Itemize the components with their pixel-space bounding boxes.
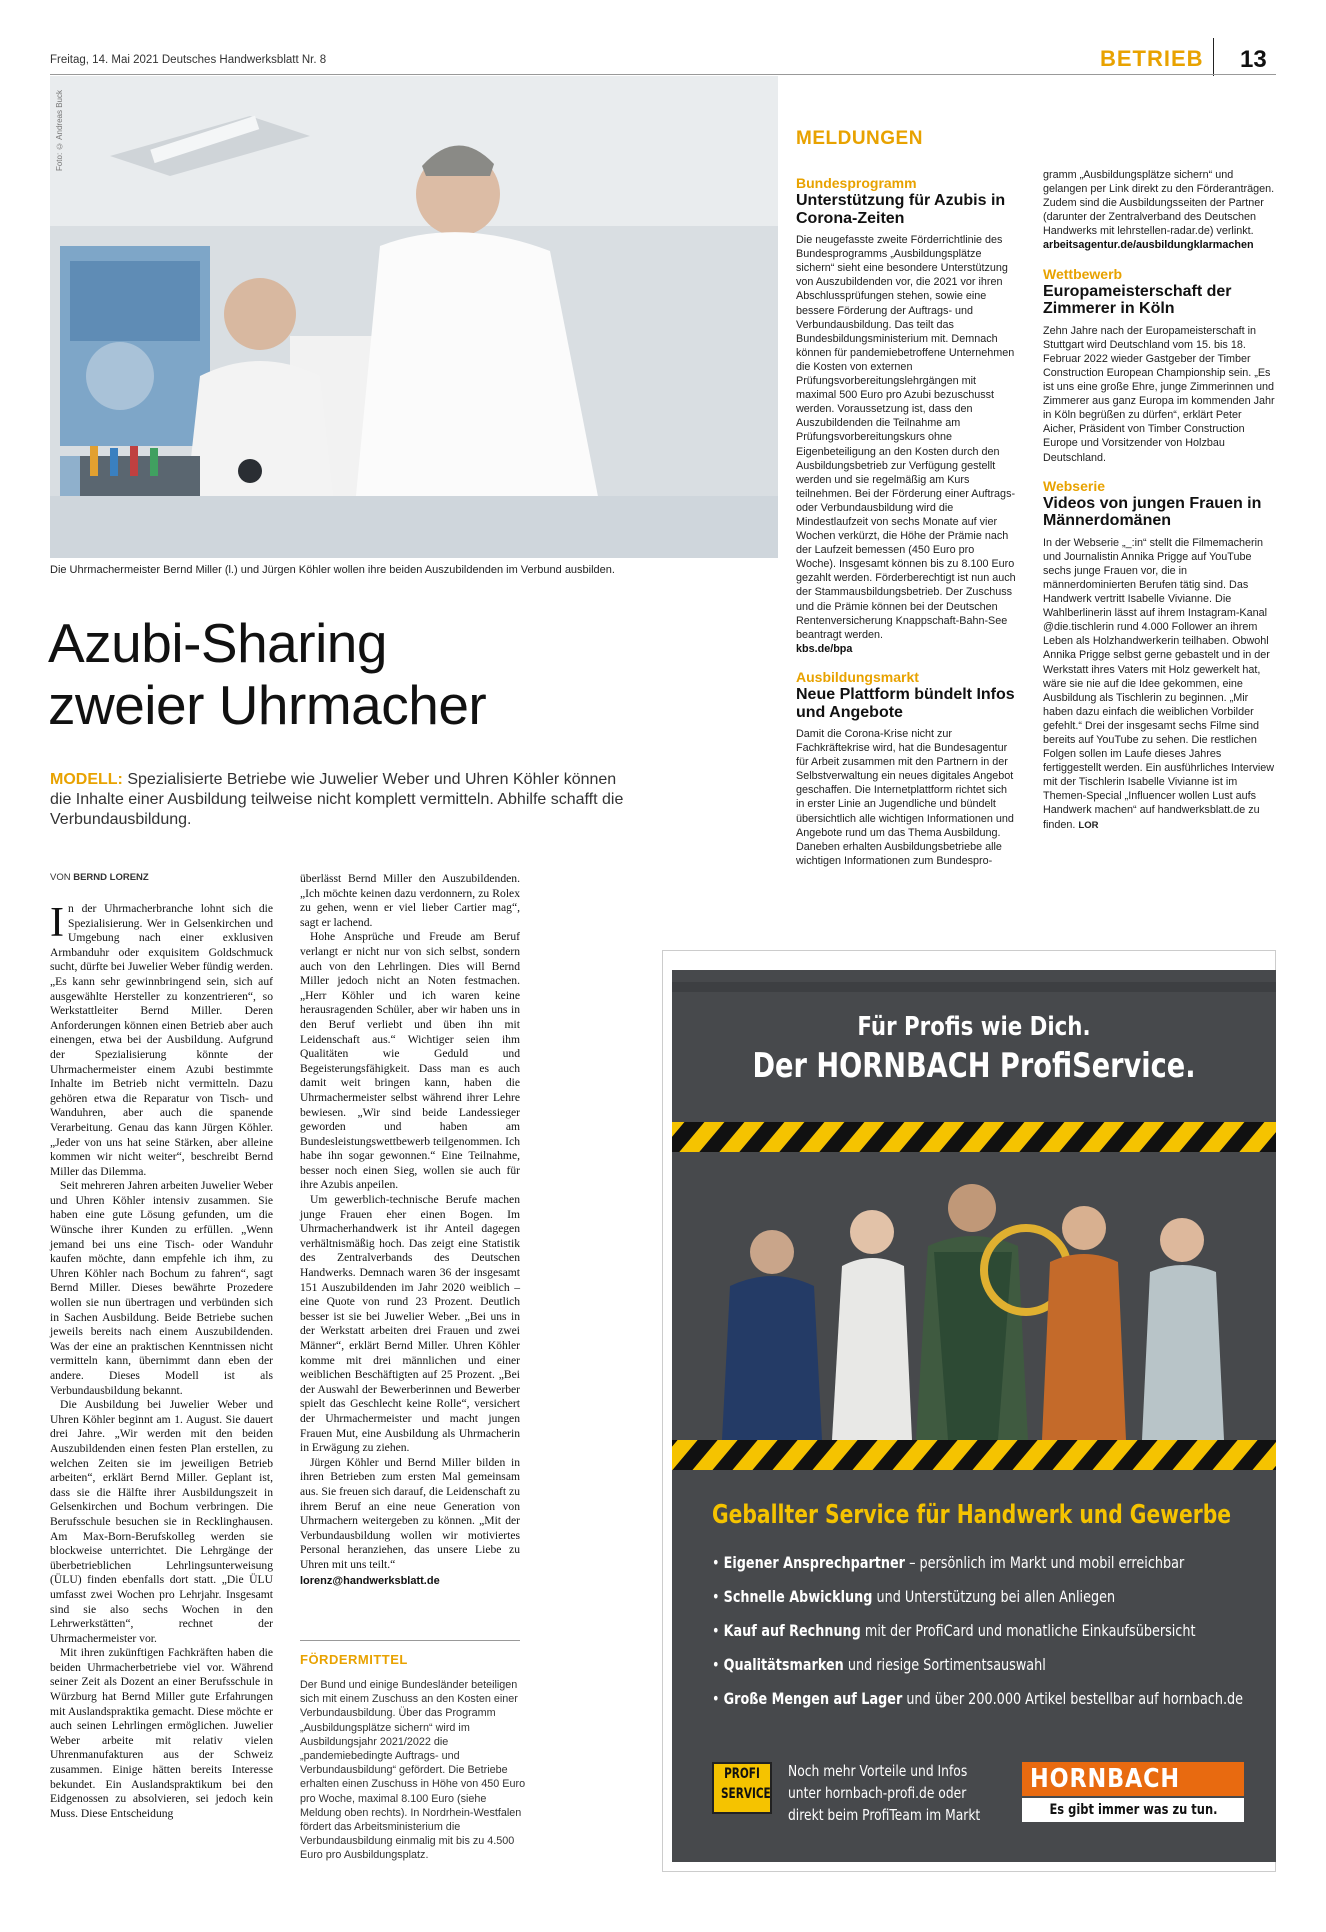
meldungen-column-1	[796, 176, 1016, 868]
photo-caption: Die Uhrmachermeister Bernd Miller (l.) und Jürgen Köhler wollen ihre beiden Auszubildenden im Verbund ausbilden.	[50, 564, 615, 576]
foerdermittel-title: FÖRDERMITTEL	[300, 1652, 408, 1667]
page-number: 13	[1240, 46, 1267, 73]
dateline: Freitag, 14. Mai 2021 Deutsches Handwerksblatt Nr. 8	[50, 54, 327, 66]
item-label: Ausbildungsmarkt	[796, 668, 919, 685]
item-text: gramm „Ausbildungsplätze sichern“ und gelangen per Link direkt zu den Förderanträgen. Zudem sind die Ausbildungsseiten der Partner (darunter der Zentralverband des Deutschen Handwerks mit lehrstellen-radar.de) verlinkt.	[1043, 169, 1275, 238]
item-headline: Unterstützung für Azubis in Corona-Zeiten	[796, 192, 1006, 227]
ad-bullet: • Qualitätsmarken und riesige Sortimentsauswahl	[712, 1655, 1046, 1674]
byline	[50, 872, 149, 883]
item-label: Bundesprogramm	[796, 175, 917, 191]
hornbach-slogan: Es gibt immer was zu tun.	[1022, 1798, 1244, 1822]
item-text: Zehn Jahre nach der Europameisterschaft in Stuttgart wird Deutschland vom 15. bis 18. Februar 2022 wieder Gastgeber der Timber Construction European Championship sein. „Es ist uns eine große Ehre, junge Zimmerinnen und Zimmerer aus ganz Europa im kommenden Jahr in Köln begrüßen zu dürfen“, erklärt Peter Aicher, Präsident von Timber Construction Europe und Vorsitzender von Holzbau Deutschland.	[1043, 324, 1275, 464]
headline-line-1: Azubi-Sharing	[48, 612, 387, 674]
paragraph: überlässt Bernd Miller den Auszubildenden. „Ich möchte keinen dazu verdonnern, zu Rolex zu gehen, wenn er viel lieber Cartier mag“, sagt er lachend.	[300, 872, 520, 929]
profi-service-badge: PROFI SERVICE	[712, 1762, 772, 1814]
ad-bullet: • Schnelle Abwicklung und Unterstützung bei allen Anliegen	[712, 1587, 1116, 1606]
item-link[interactable]: kbs.de/bpa	[796, 642, 853, 655]
headline-line-2: zweier Uhrmacher	[48, 674, 487, 736]
paragraph: Mit ihren zukünftigen Fachkräften haben die beiden Uhrmacherbetriebe viel vor. Während seiner Zeit als Dozent an einer Berufsschule in Würzburg hat Bernd Miller gute Erfahrungen mit Auslandspraktika gemacht. Diese möchte er auch seinen Lehrlingen ermöglichen. Juwelier Weber arbeite mit relativ vielen Uhrenmanufakturen aus der Schweiz zusammen. Einige hätten bereits Interesse bekundet. Ein Auslandspraktikum bei den Eidgenossen zu absolvieren, sei jedoch kein Muss. Diese Entscheidung	[50, 1646, 273, 1820]
paragraph: Um gewerblich-technische Berufe machen junge Frauen eher einen Bogen. Im Uhrmacherhandwerk ist ihr Anteil dagegen verhältnismäßig hoch. Das zeigt eine Statistik des Zentralverbands des Deutschen Handwerks. Demnach waren 36 der insgesamt 151 Auszubildenden im Jahr 2020 weiblich – eine Quote von rund 23 Prozent. Deutlich besser ist sie bei Juwelier Weber. „Bei uns in der Werkstatt arbeiten drei Frauen und zwei Männer“, erklärt Bernd Miller. Uhren Köhler komme mit drei männlichen und einer weiblichen Beschäftigten auf 25 Prozent. „Bei der Auswahl der Bewerberinnen und Bewerber spielt das Geschlecht keine Rolle“, versichert der Uhrmachermeister und macht jungen Frauen Mut, eine Ausbildung als Uhrmacherin in Erwägung zu ziehen.	[300, 1193, 520, 1455]
item-headline: Neue Plattform bündelt Infos und Angebote	[796, 686, 1015, 721]
article-column-1	[50, 902, 273, 1821]
item-link[interactable]: arbeitsagentur.de/ausbildungklarmachen	[1043, 239, 1254, 252]
meldungen-title: MELDUNGEN	[796, 128, 923, 149]
article-column-2	[300, 872, 520, 1588]
item-text: In der Webserie „_:in“ stellt die Filmemacherin und Journalistin Annika Prigge auf YouTube sechs junge Frauen vor, die in männerdominierten Berufen tätig sind. Das Handwerk vertritt Isabelle Vivianne. Die Wahlberlinerin lässt auf ihrem Instagram-Kanal @die.tischlerin rund 4.000 Follower an ihrem Leben als Holzhandwerkerin teilhaben. Obwohl Annika Prigge selbst gerne gebastelt und in der Werkstatt ihres Vaters mit Holz gewerkelt hat, wäre sie nie auf die Idee gekommen, eine Ausbildung als Tischlerin zu beginnen. „Mir haben dazu einfach die weiblichen Vorbilder gefehlt.“ Drei der insgesamt sechs Filme sind bereits auf YouTube zu sehen. Die restlichen Folgen sollen im Laufe dieses Jahres fertiggestellt werden. Ein ausführliches Interview mit der Tischlerin Isabelle Vivianne ist im Themen-Special „Influencer wollen Lust aufs Handwerk machen“ auf handwerksblatt.de zu finden. LOR	[1043, 536, 1275, 831]
item-headline: Europameisterschaft der Zimmerer in Köln	[1043, 282, 1232, 318]
paragraph: Hohe Ansprüche und Freude am Beruf verlangt er nicht nur von sich selbst, sondern auch von den Lehrlingen. Dies will Bernd Miller jedoch nicht an Noten festmachen. „Herr Köhler und ich waren keine herausragenden Schüler, aber wir haben uns in den Beruf verliebt und üben ihn mit Leidenschaft aus.“ Wichtiger seien ihm Qualitäten wie Geduld und Begeisterungsfähigkeit. Dass man es auch damit weit bringen kann, haben die Uhrmachermeister selbst während ihrer Lehre bewiesen. „Wir sind beide Landessieger geworden und haben am Bundesleistungswettbewerb teilgenommen. Ich habe ihn sogar gewonnen.“ Eine Teilnahme, besser noch einen Sieg, wollen sie auch für ihre Azubis anpeilen.	[300, 930, 520, 1192]
article-headline	[48, 612, 486, 736]
item-signature: LOR	[1078, 819, 1099, 831]
hornbach-advertisement[interactable]	[672, 970, 1276, 1862]
paragraph: Seit mehreren Jahren arbeiten Juwelier Weber und Uhren Köhler intensiv zusammen. Sie haben eine gute Lösung gefunden, um die Wünsche ihrer Kunden zu erfüllen. „Wenn jemand bei uns eine Tisch- oder Wanduhr kaufen möchte, dann empfehle ich ihm, zu Uhren Köhler nach Bochum zu fahren“, sagt Bernd Miller. Dieses bewährte Prozedere wollen sie nun übertragen und verbünden sich in Sachen Ausbildung. Beide Betriebe suchen jeweils bereits nach einem Auszubildenden. Was der eine an praktischen Kenntnissen nicht vermitteln kann, übernimmt dann eben der andere. Dieses Modell ist als Verbundausbildung bekannt.	[50, 1179, 273, 1397]
ad-subheadline: Geballter Service für Handwerk und Gewerbe	[712, 1500, 1231, 1530]
item-text: Die neugefasste zweite Förderrichtlinie des Bundesprogramms „Ausbildungsplätze sichern“ sieht eine besondere Unterstützung von Auszubildenden vor, die 2021 vor ihren Abschlussprüfungen stehen, sowie eine bessere Förderung der Auftrags- und Verbundausbildung. Das teilt das Bundesbildungsministerium mit. Demnach können für pandemiebetroffene Unternehmen die Kosten von externen Prüfungsvorbereitungslehrgängen mit maximal 500 Euro pro Azubi bezuschusst werden. Voraussetzung ist, dass den Auszubildenden die Teilnahme am Prüfungsvorbereitungskurs ohne Eigenbeteiligung an den Kosten durch den Ausbildungsbetrieb zur Verfügung gestellt werden und sie regelmäßig am Kurs teilnehmen. Bei der Förderung einer Auftrags- oder Verbundausbildung wird die Mindestlaufzeit von sechs Monate auf vier Wochen verkürzt, die Höhe der Prämie nach der Laufzeit bemessen (450 Euro pro Woche). Insgesamt können bis zu 8.100 Euro gezahlt werden. Förderberechtigt ist nun auch der Stammausbildungsbetrieb. Der Zuschuss und die Prämie können bei der Deutschen Rentenversicherung Knappschaft-Bahn-See beantragt werden.	[796, 234, 1016, 641]
paragraph: Jürgen Köhler und Bernd Miller bilden in ihren Betrieben zum ersten Mal gemeinsam aus. Sie freuen sich darauf, die Leidenschaft zu ihrem Beruf an eine neue Generation von Uhrmachern weitergeben zu können. „Mit der Verbundausbildung wollen wir motiviertes Personal heranziehen, das unsere Liebe zu Uhren mit uns teilt.“	[300, 1455, 520, 1571]
item-label: Webserie	[1043, 477, 1105, 494]
byline-author: BERND LORENZ	[73, 872, 149, 883]
ad-title-line-1: Für Profis wie Dich.	[857, 1012, 1091, 1042]
author-email[interactable]: lorenz@handwerksblatt.de	[300, 1574, 440, 1587]
article-photo	[50, 76, 778, 558]
header-rule	[50, 74, 1276, 75]
foerdermittel-rule	[300, 1640, 520, 1641]
ad-bullet: • Große Mengen auf Lager und über 200.000 Artikel bestellbar auf hornbach.de	[712, 1689, 1244, 1708]
item-headline: Videos von jungen Frauen in Männerdomänen	[1043, 494, 1262, 530]
item-label: Wettbewerb	[1043, 265, 1123, 282]
lede-kicker: MODELL:	[50, 771, 123, 788]
article-lede	[50, 770, 630, 830]
byline-prefix: VON	[50, 872, 74, 883]
ad-title-line-2: Der HORNBACH ProfiService.	[752, 1046, 1196, 1086]
hornbach-logo: HORNBACH	[1022, 1762, 1244, 1796]
section-rubric: BETRIEB	[1100, 46, 1204, 71]
foerdermittel-text: Der Bund und einige Bundesländer beteiligen sich mit einem Zuschuss an den Kosten einer Verbundausbildung. Über das Programm „Ausbildungsplätze sichern“ wird im Ausbildungsjahr 2021/2022 die „pandemiebedingte Auftrags- und Verbundausbildung“ gefördert. Die Betriebe erhalten einen Zuschuss in Höhe von 450 Euro pro Woche, maximal 8.100 Euro (siehe Meldung oben rechts). In Nordrhein-Westfalen fördert das Arbeitsministerium die Verbundausbildung einmalig mit bis zu 4.500 Euro pro Ausbildungsplatz.	[300, 1679, 526, 1862]
ad-background	[672, 970, 1276, 1862]
dropcap: I	[50, 900, 64, 946]
photo-credit: Foto: © Andreas Buck	[55, 90, 64, 172]
ad-bullet: • Kauf auf Rechnung mit der ProfiCard und monatliche Einkaufsübersicht	[712, 1621, 1196, 1640]
ad-bullet: • Eigener Ansprechpartner – persönlich im Markt und mobil erreichbar	[712, 1553, 1185, 1572]
ad-more-info: Noch mehr Vorteile und Infos unter hornbach-profi.de oder direkt beim ProfiTeam im Markt	[788, 1762, 981, 1824]
meldungen-column-2	[1043, 168, 1277, 833]
item-text: Damit die Corona-Krise nicht zur Fachkräftekrise wird, hat die Bundesagentur für Arbeit zusammen mit den Partnern in der Selbstverwaltung ein neues digitales Angebot geschaffen. Die Internetplattform richtet sich in erster Linie an Jugendliche und bündelt übersichtlich alle wichtigen Informationen und Angebote rund um das Thema Ausbildung. Daneben erhalten Ausbildungsbetriebe alle wichtigen Informationen zum Bundespro-	[796, 728, 1014, 867]
paragraph: In der Uhrmacherbranche lohnt sich die Spezialisierung. Wer in Gelsenkirchen und Umgebung nach einer exklusiven Armbanduhr oder exquisitem Goldschmuck sucht, dürfte bei Juwelier Weber fündig werden. „Es kann sehr gewinnbringend sein, sich auf ausgewählte Hersteller zu konzentrieren“, so Werkstattleiter Bernd Miller. Deren Anforderungen können einen Betrieb aber auch einengen, etwa bei der Ausbildung. Aufgrund der Spezialisierung könnte der Uhrmachermeister einem Azubi bestimmte Inhalte im Betrieb nicht vermitteln. Dazu gehören etwa die Reparatur von Tisch- und Wanduhren, aber auch die spanende Verarbeitung. Genau das kann Jürgen Köhler. „Jeder von uns hat seine Stärken, aber alleine kommen wir nicht weiter“, beschreibt Bernd Miller das Dilemma.	[50, 900, 273, 1178]
lede-text: Spezialisierte Betriebe wie Juwelier Weber und Uhren Köhler können die Inhalte einer Ausbildung teilweise nicht komplett vermitteln. Abhilfe schafft die Verbundausbildung.	[50, 771, 624, 828]
ad-bullet-list	[712, 1546, 1276, 1716]
header-divider	[1213, 38, 1214, 76]
paragraph: Die Ausbildung bei Juwelier Weber und Uhren Köhler beginnt am 1. August. Sie dauert drei Jahre. „Wir werden mit den beiden Auszubildenden einen festen Plan erstellen, zu welchen Zeiten sie im jeweiligen Betrieb arbeiten“, erklärt Bernd Miller. Geplant ist, dass sie die Hälfte ihrer Ausbildungszeit in Gelsenkirchen und Bochum verbringen. Die Berufsschule besuchen sie in Recklinghausen. Am Max-Born-Berufskolleg werden sie blockweise unterrichtet. Die Lehrgänge der überbetrieblichen Lehrlingsunterweisung (ÜLU) finden ebenfalls dort statt. „Die ÜLU umfasst zwei Wochen pro Lehrjahr. Insgesamt sind sie also sechs Wochen in den Lehrwerkstätten“, rechnet der Uhrmachermeister vor.	[50, 1398, 273, 1645]
